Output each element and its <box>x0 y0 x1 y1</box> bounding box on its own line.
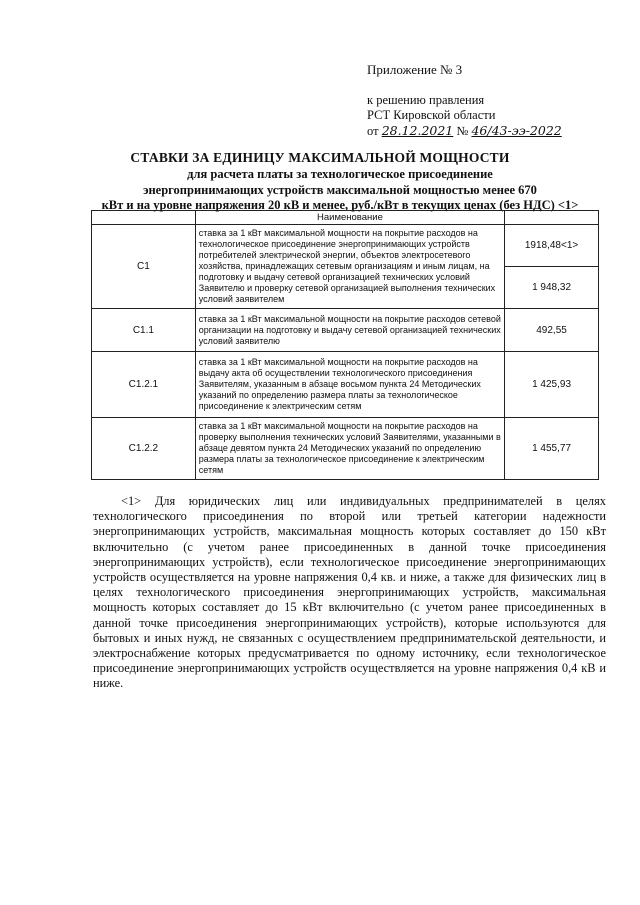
table-header-empty <box>92 211 196 225</box>
table-header-name: Наименование <box>195 211 504 225</box>
row-code: С1.1 <box>92 309 196 352</box>
appendix-number: Приложение № 3 <box>367 62 463 77</box>
table-header-row <box>92 211 599 225</box>
row-description: ставка за 1 кВт максимальной мощности на покрытие расходов на проверку выполнения технических условий Заявителями, указанными в абзаце девятом пункта 24 Методических указаний по определению размера платы за технологическое присоединение к электрическим сетям <box>195 418 504 480</box>
row-value: 1 455,77 <box>505 418 599 480</box>
decision-number: 46/43-ээ-2022 <box>471 123 562 138</box>
table-row <box>92 225 599 267</box>
table-header-value-empty <box>505 211 599 225</box>
table-row <box>92 352 599 418</box>
decision-number-sign: № <box>456 124 469 138</box>
row-description: ставка за 1 кВт максимальной мощности на покрытие расходов на выдачу акта об осуществлении технологического присоединения Заявителям, указанным в абзаце восьмом пункта 24 Методических указаний по определению размера платы за технологическое присоединение к электрическим сетям <box>195 352 504 418</box>
subtitle-line-2: энергопринимающих устройств максимальной мощностью менее 670 <box>143 182 537 197</box>
decision-reference <box>367 93 562 139</box>
row-code: С1.2.1 <box>92 352 196 418</box>
rates-table <box>91 210 599 480</box>
row-value: 1 425,93 <box>505 352 599 418</box>
document-subtitle <box>80 167 600 214</box>
row-description: ставка за 1 кВт максимальной мощности на покрытие расходов сетевой организации на подготовку и выдачу сетевой организацией технических условий заявителю <box>195 309 504 352</box>
decision-line-1: к решению правления <box>367 93 485 107</box>
decision-line-3 <box>367 123 562 139</box>
document-title: СТАВКИ ЗА ЕДИНИЦУ МАКСИМАЛЬНОЙ МОЩНОСТИ <box>130 150 510 165</box>
row-code: С1.2.2 <box>92 418 196 480</box>
table-row <box>92 418 599 480</box>
footnote <box>93 494 606 692</box>
table-row <box>92 309 599 352</box>
subtitle-line-3: кВт и на уровне напряжения 20 кВ и менее, руб./кВт в текущих ценах (без НДС) <1> <box>101 198 579 212</box>
row-value: 1 948,32 <box>505 267 599 309</box>
subtitle-line-1: для расчета платы за технологическое присоединение <box>187 167 493 181</box>
row-code: С1 <box>92 225 196 309</box>
footnote-text: <1> Для юридических лиц или индивидуальных предпринимателей в целях технологического присоединения по второй или третьей категории надежности энергопринимающих устройств, максимальная мощность которых составляет до 150 кВт включительно (с учетом ранее присоединенных в данной точке присоединения энергопринимающих устройств), если технологическое присоединение энергопринимающих устройств осуществляется на уровне напряжения 0,4 кв. и ниже, а также для физических лиц в целях технологического присоединения энергопринимающих устройств, максимальная мощность которых составляет до 15 кВт включительно (с учетом ранее присоединенных в данной точке присоединения энергопринимающих устройств), которые используются для бытовых и иных нужд, не связанных с осуществлением предпринимательской деятельности, и электроснабжение которых предусматривается по одному источнику, если технологическое присоединение энергопринимающих устройств осуществляется на уровне напряжения 0,4 кВ и ниже. <box>93 494 606 691</box>
decision-line-2: РСТ Кировской области <box>367 108 496 122</box>
row-value: 492,55 <box>505 309 599 352</box>
row-value: 1918,48<1> <box>505 225 599 267</box>
row-description: ставка за 1 кВт максимальной мощности на покрытие расходов на технологическое присоединение энергопринимающих устройств потребителей электрической энергии, объектов электросетевого хозяйства, принадлежащих сетевым организациям и иным лицам, на подготовку и выдачу сетевой организацией технических условий Заявителю и проверку сетевой организацией выполнения технических условий заявителем <box>195 225 504 309</box>
decision-date: 28.12.2021 <box>381 123 454 138</box>
decision-from: от <box>367 124 379 138</box>
